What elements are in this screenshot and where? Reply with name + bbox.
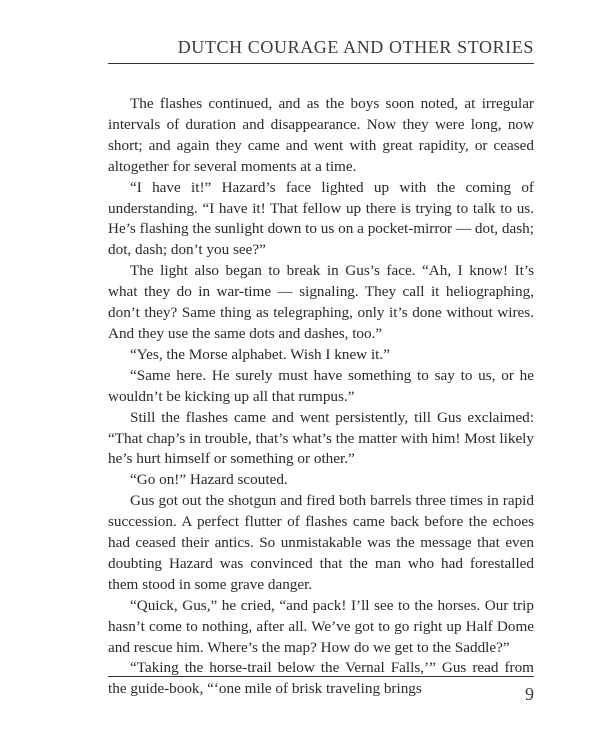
paragraph: “Taking the horse-trail below the Vernal Falls,’” Gus read from the guide-book, “‘one mile of brisk traveling brings xyxy=(108,659,534,698)
running-head-title: DUTCH COURAGE AND OTHER STORIES xyxy=(177,37,534,57)
body-text xyxy=(108,94,534,700)
paragraph: Still the flashes came and went persistently, till Gus exclaimed: “That chap’s in trouble, that’s what’s the matter with him! Most likely he’s hurt himself or something or other.” xyxy=(108,408,534,468)
paragraph: “Same here. He surely must have something to say to us, or he wouldn’t be kicking up all that rumpus.” xyxy=(108,366,534,405)
paragraph: The flashes continued, and as the boys soon noted, at irregular intervals of duration and disappearance. Now they were long, now short; and again they came and went with great rapidity, or ceased altogether for several moments at a time. xyxy=(108,95,534,175)
paragraph: The light also began to break in Gus’s face. “Ah, I know! It’s what they do in war-time — signaling. They call it heliographing, don’t they? Same thing as telegraphing, only it’s done without wires. And they use the same dots and dashes, too.” xyxy=(108,262,534,342)
header-rule xyxy=(108,63,534,64)
paragraph: “I have it!” Hazard’s face lighted up with the coming of understanding. “I have it! That fellow up there is trying to talk to us. He’s flashing the sunlight down to us on a pocket-mirror — dot, dash; dot, dash; don’t you see?” xyxy=(108,178,534,259)
paragraph: “Quick, Gus,” he cried, “and pack! I’ll see to the horses. Our trip hasn’t come to nothing, after all. We’ve got to go right up Half Dome and rescue him. Where’s the map? How do we get to the Saddle?” xyxy=(108,596,534,656)
page-number: 9 xyxy=(525,684,534,704)
paragraph: “Go on!” Hazard scouted. xyxy=(130,471,288,489)
footer-rule xyxy=(108,676,534,677)
paragraph: “Yes, the Morse alphabet. Wish I knew it.” xyxy=(130,345,390,363)
paragraph: Gus got out the shotgun and fired both barrels three times in rapid succession. A perfect flutter of flashes came back before the echoes had ceased their antics. So unmistakable was the message that even doubting Hazard was convinced that the man who had forestalled them stood in some grave danger. xyxy=(108,492,534,593)
